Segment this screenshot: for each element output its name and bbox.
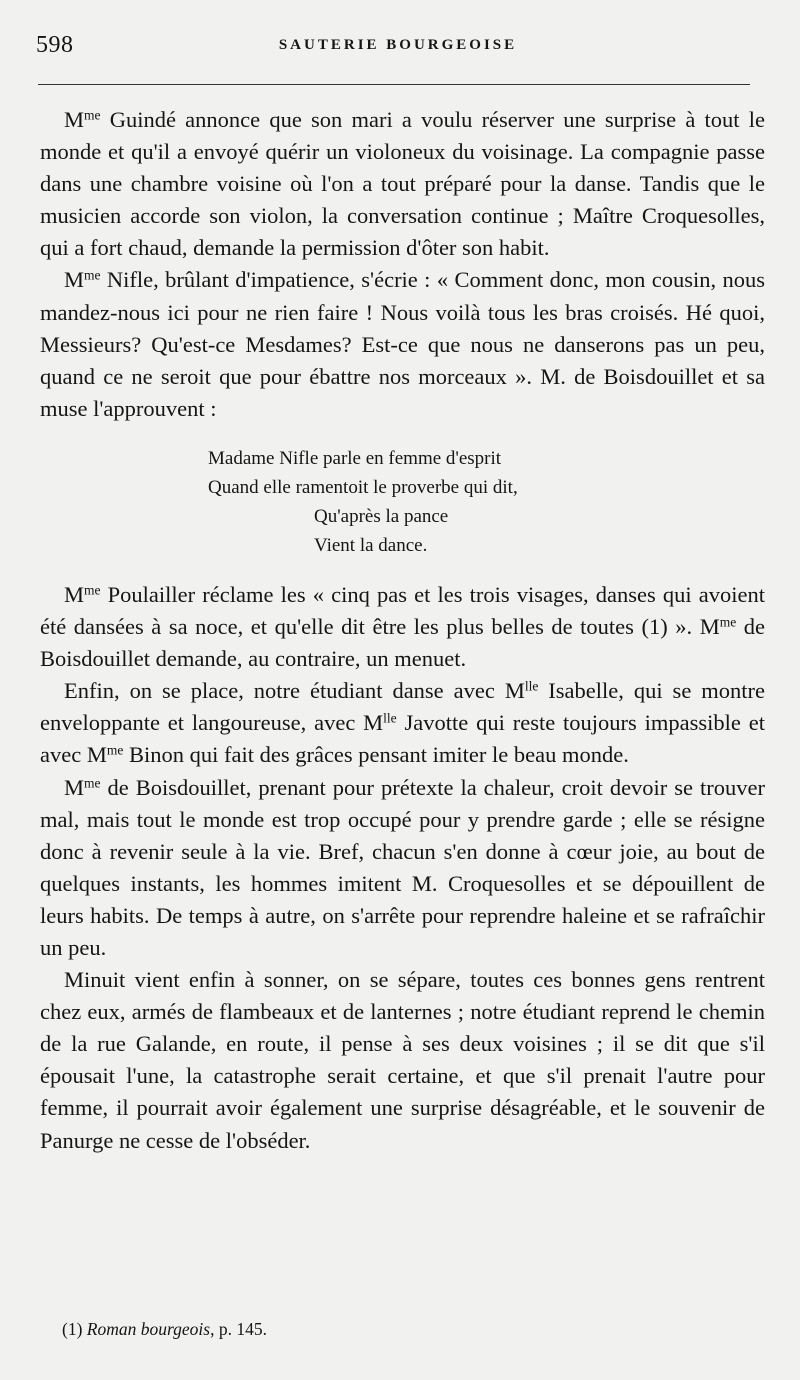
page-body [40,104,765,1157]
paragraph-text: Isabelle, qui se montre enveloppante et langoureuse, avec [40,678,765,736]
page-number: 598 [36,32,74,58]
paragraph-text: Poulailler réclame les « cinq pas et les trois visages, danses qui avoient été dansées à sa noce, et qu'elle dit être les plus belles de toutes (1) ». [40,581,765,640]
header-rule [38,84,750,85]
paragraph-text: Enfin, on se place, notre étudiant danse avec [64,678,505,704]
verse-line: Qu'après la pance [314,505,449,527]
footnote [62,1319,267,1340]
paragraph-text: Nifle, brûlant d'impatience, s'écrie : « Comment donc, mon cousin, nous mandez-nous ici pour ne rien faire ! Nous voilà tous les bras croisés. Hé quoi, Messieurs? Qu'est-ce Mesdames? Est-ce que nous ne danserons pas un peu, quand ce ne seroit que pour ébattre nos morceaux ». M. de Boisdouillet et sa muse l'approuvent : [40,267,765,421]
paragraph-text: Javotte qui reste toujours impassible et avec [40,710,765,768]
paragraph-text: Guindé annonce que son mari a voulu réserver une surprise à tout le monde et qu'il a envoyé quérir un violoneux du voisinage. La compagnie passe dans une chambre voisine où l'on a tout préparé pour la danse. Tandis que le musicien accorde son violon, la conversation continue ; Maître Croquesolles, qui a fort chaud, demande la permission d'ôter son habit. [40,107,765,261]
footnote-marker: (1) [62,1319,83,1339]
verse-line: Madame Nifle parle en femme d'esprit [208,447,502,469]
running-title: SAUTERIE BOURGEOISE [278,37,518,53]
title-abbrev: me [84,582,101,598]
title-abbrev: lle [524,678,539,694]
title-abbrev: me [84,107,101,123]
paragraph-text: de Boisdouillet, prenant pour prétexte la chaleur, croit devoir se trouver mal, mais tout le monde est trop occupé pour y prendre garde ; elle se résigne donc à revenir seule à la vie. Bref, chacun s'en donne à cœur joie, au bout de quelques instants, les hommes imitent M. Croquesolles et se dépouillent de leurs habits. De temps à autre, on s'arrête pour reprendre haleine et se rafraîchir un peu. [40,774,765,960]
verse-quotation [208,444,765,560]
paragraph-text: Binon qui fait des grâces pensant imiter le beau monde. [123,742,629,768]
paragraph-text: de Boisdouillet demande, au contraire, un menuet. [40,614,765,672]
paragraph-3: $M^{me}$ Poulailler réclame les « cinq pas et les trois visages, danses qui avoient été dansées à sa noce, et qu'elle dit être les plus belles de toutes (1) ». $M^{me}$ de Boisdouillet demande, au contraire, un menuet. [40,581,765,672]
paragraph-2: $M^{me}$ Nifle, brûlant d'impatience, s'écrie : « Comment donc, mon cousin, nous mandez-nous ici pour ne rien faire ! Nous voilà tous les bras croisés. Hé quoi, Messieurs? Qu'est-ce Mesdames? Est-ce que nous ne danserons pas un peu, quand ce ne seroit que pour ébattre nos morceaux ». M. de Boisdouillet et sa muse l'approuvent : [40,267,765,421]
paragraph-5: $M^{me}$ de Boisdouillet, prenant pour prétexte la chaleur, croit devoir se trouver mal, mais tout le monde est trop occupé pour y prendre garde ; elle se résigne donc à revenir seule à la vie. Bref, chacun s'en donne à cœur joie, au bout de quelques instants, les hommes imitent M. Croquesolles et se dépouillent de leurs habits. De temps à autre, on s'arrête pour reprendre haleine et se rafraîchir un peu. [40,774,765,960]
title-abbrev: lle [383,710,397,726]
verse-line: Vient la dance. [314,534,428,556]
title-abbrev: me [719,614,737,630]
verse-line: Quand elle ramentoit le proverbe qui dit, [208,476,518,498]
paragraph-1: $M^{me}$ Guindé annonce que son mari a voulu réserver une surprise à tout le monde et qu'il a envoyé quérir un violoneux du voisinage. La compagnie passe dans une chambre voisine où l'on a tout préparé pour la danse. Tandis que le musicien accorde son violon, la conversation continue ; Maître Croquesolles, qui a fort chaud, demande la permission d'ôter son habit. [40,107,765,261]
paragraph-text: Minuit vient enfin à sonner, on se sépare, toutes ces bonnes gens rentrent chez eux, armés de flambeaux et de lanternes ; notre étudiant reprend le chemin de la rue Galande, en route, il pense à ses deux voisines ; il se dit que s'il épousait l'une, la catastrophe serait certaine, et que s'il prenait l'autre pour femme, il pourrait avoir également une surprise désagréable, et le souvenir de Panurge ne cesse de l'obséder. [40,967,765,1153]
footnote-reference: , p. 145. [210,1319,267,1339]
title-abbrev: me [106,742,124,758]
page-header [36,30,760,66]
paragraph-6 [40,964,765,1157]
paragraph-4: Enfin, on se place, notre étudiant danse avec $M^{lle}$ Isabelle, qui se montre enveloppante et langoureuse, avec $M^{lle}$ Javotte qui reste toujours impassible et avec $M^{me}$ Binon qui fait des grâces pensant imiter le beau monde. [40,678,765,768]
footnote-title: Roman bourgeois [86,1319,211,1339]
title-abbrev: me [84,775,101,791]
title-abbrev: me [84,268,101,284]
